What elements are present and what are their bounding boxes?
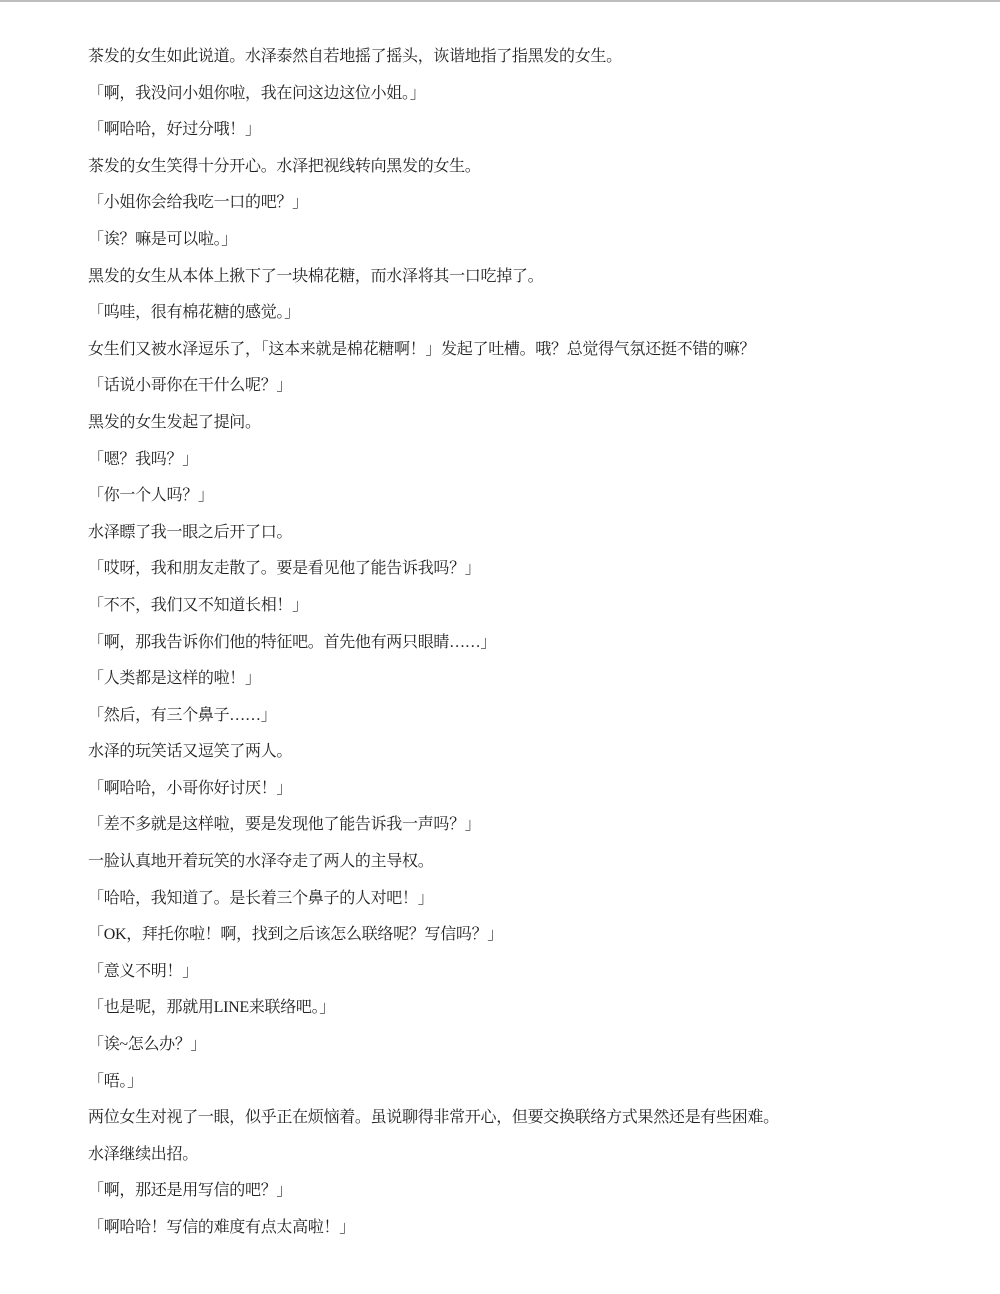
paragraph-line: 茶发的女生笑得十分开心。水泽把视线转向黑发的女生。 <box>88 157 481 175</box>
paragraph-line: 「啊哈哈，好过分哦！」 <box>88 121 261 139</box>
paragraph-line: 「呜哇，很有棉花糖的感觉。」 <box>88 304 300 322</box>
paragraph-line: 「话说小哥你在干什么呢？」 <box>88 377 293 395</box>
paragraph-line: 黑发的女生从本体上揪下了一块棉花糖，而水泽将其一口吃掉了。 <box>88 267 544 285</box>
paragraph-line: 「唔。」 <box>88 1072 143 1090</box>
paragraph-line: 水泽瞟了我一眼之后开了口。 <box>88 523 293 541</box>
paragraph-line: 「诶？嘛是可以啦。」 <box>88 230 238 248</box>
paragraph-line: 茶发的女生如此说道。水泽泰然自若地摇了摇头，诙谐地指了指黑发的女生。 <box>88 48 622 65</box>
paragraph-line: 「也是呢，那就用LINE来联络吧。」 <box>88 999 336 1017</box>
paragraph-line: 「啊哈哈，小哥你好讨厌！」 <box>88 779 293 797</box>
paragraph-line: 「啊，那我告诉你们他的特征吧。首先他有两只眼睛……」 <box>88 633 497 651</box>
paragraph-line: 「哈哈，我知道了。是长着三个鼻子的人对吧！」 <box>88 889 434 907</box>
paragraph-line: 水泽继续出招。 <box>88 1145 198 1163</box>
paragraph-line: 「嗯？我吗？」 <box>88 450 198 468</box>
page-top-edge-line <box>0 0 1000 2</box>
paragraph-line: 「啊，那还是用写信的吧？」 <box>88 1182 293 1200</box>
paragraph-line: 黑发的女生发起了提问。 <box>88 413 261 431</box>
paragraph-line: 女生们又被水泽逗乐了，「这本来就是棉花糖啊！」发起了吐槽。哦？总觉得气氛还挺不错的嘛？ <box>88 340 756 358</box>
paragraph-line: 「不不，我们又不知道长相！」 <box>88 596 308 614</box>
paragraph-line: 一脸认真地开着玩笑的水泽夺走了两人的主导权。 <box>88 853 434 871</box>
paragraph-line: 「差不多就是这样啦，要是发现他了能告诉我一声吗？」 <box>88 816 481 834</box>
paragraph-line: 「人类都是这样的啦！」 <box>88 670 261 688</box>
paragraph-line: 「啊哈哈！写信的难度有点太高啦！」 <box>88 1219 355 1236</box>
paragraph-line: 水泽的玩笑话又逗笑了两人。 <box>88 743 293 761</box>
paragraph-line: 「小姐你会给我吃一口的吧？」 <box>88 194 308 212</box>
paragraph-line: 「啊，我没问小姐你啦，我在问这边这位小姐。」 <box>88 84 426 102</box>
paragraph-line: 两位女生对视了一眼，似乎正在烦恼着。虽说聊得非常开心，但要交换联络方式果然还是有些困难。 <box>88 1109 779 1127</box>
paragraph-line: 「意义不明！」 <box>88 962 198 980</box>
paragraph-line: 「哎呀，我和朋友走散了。要是看见他了能告诉我吗？」 <box>88 560 481 578</box>
paragraph-line: 「OK，拜托你啦！啊，找到之后该怎么联络呢？写信吗？」 <box>88 926 504 944</box>
paragraph-line: 「你一个人吗？」 <box>88 487 214 505</box>
paragraph-line: 「然后，有三个鼻子……」 <box>88 706 277 724</box>
paragraph-line: 「诶~怎么办？」 <box>88 1036 207 1054</box>
